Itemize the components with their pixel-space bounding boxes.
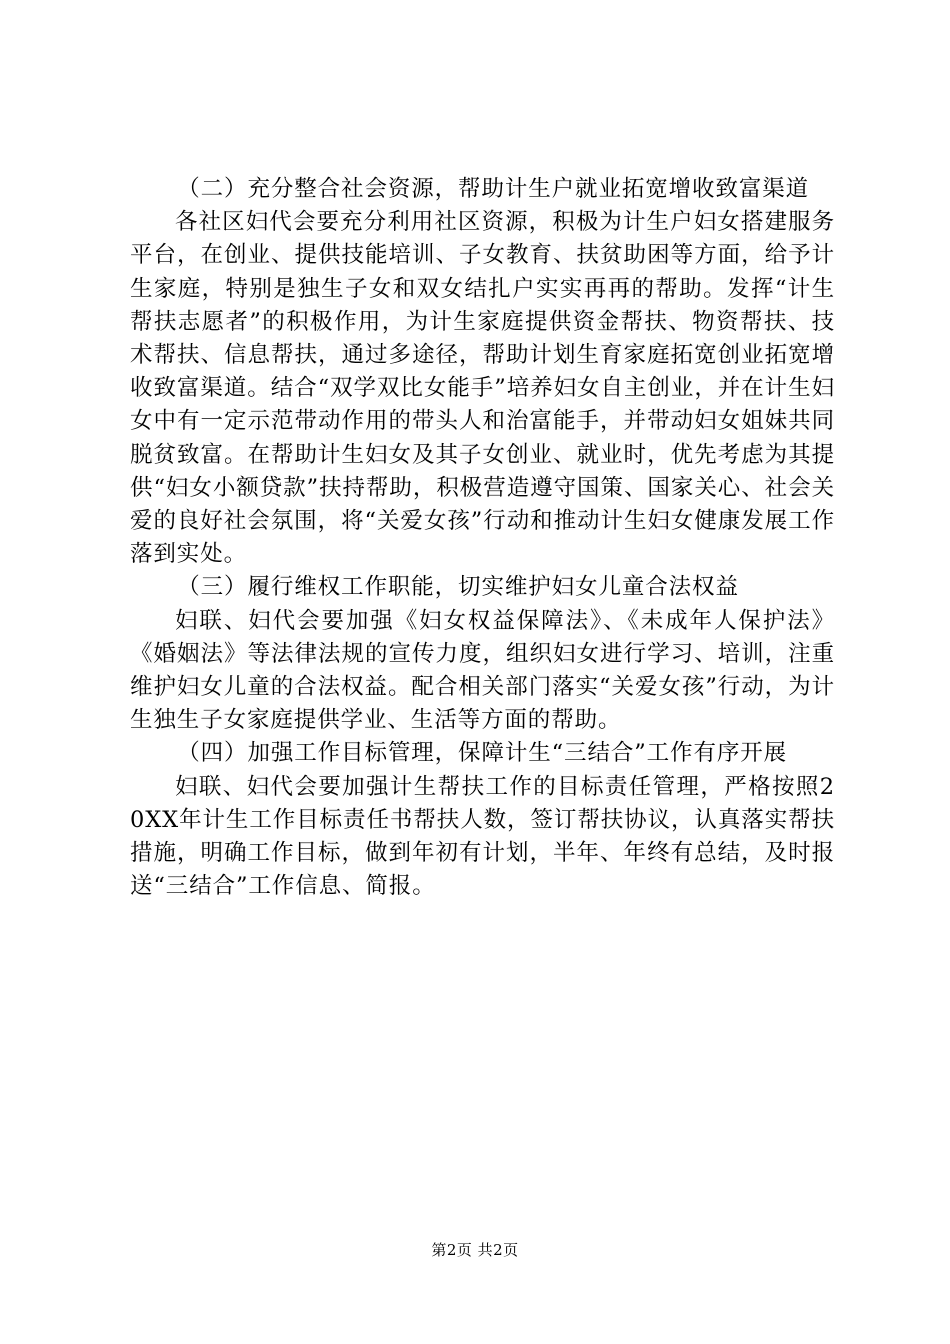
section-heading-2: （二）充分整合社会资源，帮助计生户就业拓宽增收致富渠道 — [177, 176, 810, 202]
section-heading-4: （四）加强工作目标管理，保障计生“三结合”工作有序开展 — [177, 740, 788, 767]
section-paragraph-2: 各社区妇代会要充分利用社区资源，积极为计生户妇女搭建服务平台，在创业、提供技能培训、子女教育、扶贫助困等方面，给予计生家庭，特别是独生子女和双女结扎户实实再再的帮助。发挥“计生帮扶志愿者”的积极作用，为计生家庭提供资金帮扶、物资帮扶、技术帮扶、信息帮扶，通过多途径，帮助计划生育家庭拓宽创业拓宽增收致富渠道。结合“双学双比女能手”培养妇女自主创业，并在计生妇女中有一定示范带动作用的带头人和治富能手，并带动妇女姐妹共同脱贫致富。在帮助计生妇女及其子女创业、就业时，优先考虑为其提供“妇女小额贷款”扶持帮助，积极营造遵守国策、国家关心、社会关爱的良好社会氛围，将“关爱女孩”行动和推动计生妇女健康发展工作落到实处。 — [130, 209, 835, 568]
section-heading-3: （三）履行维权工作职能，切实维护妇女儿童合法权益 — [177, 574, 739, 601]
section-paragraph-3: 妇联、妇代会要加强《妇女权益保障法》、《未成年人保护法》《婚姻法》等法律法规的宣传力度，组织妇女进行学习、培训，注重维护妇女儿童的合法权益。配合相关部门落实“关爱女孩”行动，为计生独生子女家庭提供学业、生活等方面的帮助。 — [130, 607, 835, 734]
section-paragraph-4: 妇联、妇代会要加强计生帮扶工作的目标责任管理，严格按照20XX年计生工作目标责任书帮扶人数，签订帮扶协议，认真落实帮扶措施，明确工作目标，做到年初有计划，半年、年终有总结，及时报送“三结合”工作信息、简报。 — [130, 773, 835, 900]
document-body — [130, 173, 835, 903]
page-footer: 第2页 共2页 — [431, 1241, 519, 1259]
